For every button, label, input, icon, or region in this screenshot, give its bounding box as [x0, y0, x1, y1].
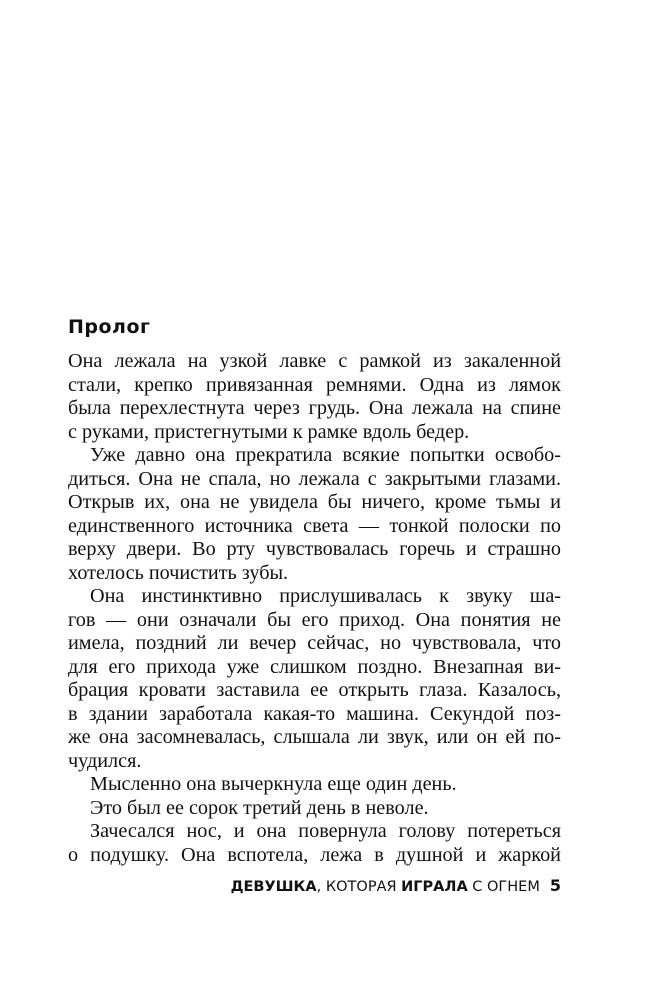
running-footer [68, 876, 561, 895]
paragraph [68, 585, 561, 773]
text-line: хотелось почистить зубы. [68, 561, 289, 584]
text-line: стали, крепко привязанная ремнями. Одна из лямок [68, 373, 561, 396]
chapter-title: Пролог [68, 316, 151, 338]
text-line: имела, поздний ли вечер сейчас, но чувствовала, что [68, 632, 561, 654]
paragraph [68, 820, 561, 867]
text-line: Это был ее сорок третий день в неволе. [90, 796, 429, 819]
text-line: единственного источника света — тонкой полоски по [68, 514, 561, 537]
text-line: Открыв их, она не увидела бы ничего, кроме тьмы и [68, 491, 561, 513]
footer-title-word: ДЕВУШКА [230, 879, 317, 895]
text-line: Она лежала на узкой лавке с рамкой из закаленной [68, 350, 561, 372]
page-number: 5 [549, 876, 561, 895]
paragraph [68, 350, 561, 444]
body-text [68, 350, 561, 867]
paragraph [68, 773, 561, 797]
paragraph [68, 797, 561, 821]
footer-title-word: ИГРАЛА [401, 879, 468, 895]
text-line: для его прихода уже слишком поздно. Внезапная ви- [68, 655, 561, 678]
text-line: в здании заработала какая-то машина. Секундой поз- [68, 702, 561, 725]
text-line: о подушку. Она вспотела, лежа в душной и жаркой [68, 843, 561, 866]
footer-title-connector: , КОТОРАЯ [316, 879, 402, 895]
text-line: диться. Она не спала, но лежала с закрытыми глазами. [68, 467, 561, 490]
text-line: Зачесался нос, и она повернула голову потереться [90, 820, 561, 842]
text-line: же она засомневалась, слышала ли звук, или он ей по- [68, 726, 561, 748]
text-line: гов — они означали бы его приход. Она понятия не [68, 608, 561, 631]
text-line: Мысленно она вычеркнула еще один день. [90, 773, 457, 795]
paragraph [68, 444, 561, 585]
text-line: брация кровати заставила ее открыть глаза. Казалось, [68, 679, 561, 701]
footer-title-connector: С ОГНЕМ [467, 879, 540, 895]
text-line: чудился. [68, 749, 142, 772]
text-line: Она инстинктивно прислушивалась к звуку ша- [90, 585, 561, 607]
text-line: Уже давно она прекратила всякие попытки освобо- [90, 444, 561, 466]
text-line: с руками, пристегнутыми к рамке вдоль бедер. [68, 420, 470, 443]
text-line: верху двери. Во рту чувствовалась горечь и страшно [68, 538, 561, 560]
text-line: была перехлестнута через грудь. Она лежала на спине [68, 397, 561, 419]
